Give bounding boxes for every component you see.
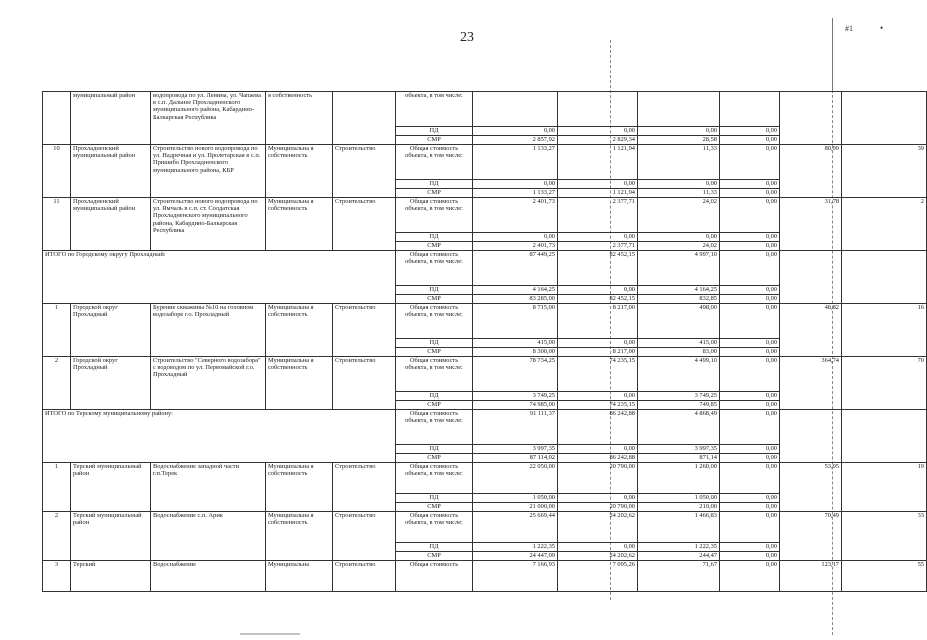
cost-component-label: ПД (396, 339, 473, 348)
value-local-cell (720, 92, 780, 127)
table-row (43, 512, 927, 543)
value-regional-cell: 11,33 (638, 145, 720, 180)
subscribers-cell: 16 (842, 304, 927, 357)
subscribers-cell (842, 92, 927, 145)
value-regional-cell: 4 997,10 (638, 251, 720, 286)
value-local-cell: 0,00 (720, 136, 780, 145)
value-regional-cell: 0,00 (638, 233, 720, 242)
value-regional-cell: 1 466,83 (638, 512, 720, 543)
municipality-cell: Прохладненский муниципальный район (71, 145, 151, 198)
value-regional-cell: 28,58 (638, 136, 720, 145)
value-total-cell: 0,00 (473, 233, 558, 242)
row-number-cell: 11 (43, 198, 71, 251)
table-row (43, 92, 927, 127)
ownership-cell: Муниципальна (266, 561, 333, 592)
value-federal-cell: 8 217,00 (558, 304, 638, 339)
value-total-cell: 0,00 (473, 127, 558, 136)
subscribers-cell: 70 (842, 357, 927, 410)
value-federal-cell: 0,00 (558, 494, 638, 503)
cost-component-label: ПД (396, 445, 473, 454)
value-local-cell: 0,00 (720, 410, 780, 445)
cost-component-label: ПД (396, 543, 473, 552)
work-type-cell: Строительство (333, 304, 396, 357)
value-local-cell: 0,00 (720, 494, 780, 503)
work-type-cell: Строительство (333, 198, 396, 251)
ownership-cell: я собственность (266, 92, 333, 145)
cost-component-label: СМР (396, 242, 473, 251)
value-total-cell (473, 92, 558, 127)
value-total-cell: 8 300,00 (473, 348, 558, 357)
cost-component-label: ПД (396, 180, 473, 189)
value-federal-cell: 0,00 (558, 445, 638, 454)
cost-component-label: СМР (396, 552, 473, 561)
value-regional-cell: 24,02 (638, 242, 720, 251)
cost-label-cell: Общая стоимость объекта, в том числе: (396, 357, 473, 392)
capacity-cell: 70,49 (780, 512, 842, 561)
cost-component-label: ПД (396, 127, 473, 136)
value-regional-cell: 210,00 (638, 503, 720, 512)
subscribers-cell: 2 (842, 198, 927, 251)
capacity-cell: 80,99 (780, 145, 842, 198)
value-federal-cell: 1 121,94 (558, 189, 638, 198)
row-number-cell: 3 (43, 561, 71, 592)
value-federal-cell: 74 235,15 (558, 357, 638, 392)
value-local-cell: 0,00 (720, 180, 780, 189)
cost-component-label: СМР (396, 295, 473, 304)
value-local-cell: 0,00 (720, 339, 780, 348)
municipality-cell: Терский (71, 561, 151, 592)
value-local-cell: 0,00 (720, 233, 780, 242)
value-regional-cell: 0,00 (638, 180, 720, 189)
cost-label-cell: Общая стоимость объекта, в том числе: (396, 145, 473, 180)
table-row (43, 561, 927, 592)
value-total-cell: 3 997,35 (473, 445, 558, 454)
value-local-cell: 0,00 (720, 512, 780, 543)
value-federal-cell: 20 790,00 (558, 463, 638, 494)
value-federal-cell: 0,00 (558, 180, 638, 189)
cost-component-label: ПД (396, 494, 473, 503)
capacity-cell: 31,78 (780, 198, 842, 251)
table-row (43, 198, 927, 233)
cost-label-cell: Общая стоимость объекта, в том числе: (396, 512, 473, 543)
cost-label-cell: Общая стоимость объекта, в том числе: (396, 251, 473, 286)
cost-label-cell: Общая стоимость объекта, в том числе: (396, 198, 473, 233)
object-name-cell: Бурение скважины №10 на головном водозаборе г.о. Прохладный (151, 304, 266, 357)
subscribers-cell: 33 (842, 512, 927, 561)
capacity-cell (780, 410, 842, 463)
subscribers-cell: 19 (842, 463, 927, 512)
cost-component-label: СМР (396, 454, 473, 463)
table-row (43, 304, 927, 339)
capacity-cell (780, 92, 842, 145)
cost-component-label: СМР (396, 136, 473, 145)
district-total-caption: ИТОГО по Городскому округу Прохладный: (43, 251, 396, 304)
ownership-cell: Муниципальна я собственность (266, 512, 333, 561)
row-number-cell: 10 (43, 145, 71, 198)
row-number-cell: 1 (43, 463, 71, 512)
cost-label-cell: Общая стоимость (396, 561, 473, 592)
value-federal-cell: 0,00 (558, 127, 638, 136)
capacity-cell: 48,82 (780, 304, 842, 357)
value-local-cell: 0,00 (720, 463, 780, 494)
value-federal-cell: 2 377,71 (558, 198, 638, 233)
value-regional-cell: 749,85 (638, 401, 720, 410)
value-local-cell: 0,00 (720, 543, 780, 552)
value-local-cell: 0,00 (720, 295, 780, 304)
value-regional-cell: 11,33 (638, 189, 720, 198)
value-total-cell: 25 669,44 (473, 512, 558, 543)
value-regional-cell: 415,00 (638, 339, 720, 348)
value-total-cell: 2 401,73 (473, 242, 558, 251)
value-total-cell: 24 447,09 (473, 552, 558, 561)
work-type-cell: Строительство (333, 463, 396, 512)
value-federal-cell: 0,00 (558, 339, 638, 348)
value-regional-cell: 71,67 (638, 561, 720, 592)
corner-dot: • (880, 23, 884, 33)
value-federal-cell: 24 202,62 (558, 552, 638, 561)
page-number: 23 (460, 30, 474, 45)
value-total-cell: 1 133,27 (473, 145, 558, 180)
value-regional-cell: 83,00 (638, 348, 720, 357)
value-total-cell: 87 449,25 (473, 251, 558, 286)
value-local-cell: 0,00 (720, 552, 780, 561)
row-number-cell: 1 (43, 304, 71, 357)
value-regional-cell (638, 92, 720, 127)
cost-component-label: ПД (396, 392, 473, 401)
value-regional-cell: 498,00 (638, 304, 720, 339)
value-regional-cell: 1 260,00 (638, 463, 720, 494)
work-type-cell: Строительство (333, 357, 396, 410)
cost-component-label: ПД (396, 286, 473, 295)
value-total-cell: 3 749,25 (473, 392, 558, 401)
value-total-cell: 78 734,25 (473, 357, 558, 392)
value-total-cell: 4 164,25 (473, 286, 558, 295)
work-type-cell: Строительство (333, 145, 396, 198)
value-regional-cell: 244,47 (638, 552, 720, 561)
cost-label-cell: объекта, в том числе: (396, 92, 473, 127)
value-regional-cell: 0,00 (638, 127, 720, 136)
cost-label-cell: Общая стоимость объекта, в том числе: (396, 304, 473, 339)
table-row (43, 145, 927, 180)
value-total-cell: 0,00 (473, 180, 558, 189)
value-local-cell: 0,00 (720, 357, 780, 392)
value-federal-cell: 7 095,26 (558, 561, 638, 592)
object-name-cell: Строительство нового водопровода по ул. Ямчаль в с.п. ст. Солдатская Прохладненского муниципального района, Кабардино-Балкарская Республика (151, 198, 266, 251)
municipality-cell: муниципальный район (71, 92, 151, 145)
value-local-cell: 0,00 (720, 198, 780, 233)
work-type-cell (333, 92, 396, 145)
value-regional-cell: 1 050,00 (638, 494, 720, 503)
subscribers-cell (842, 251, 927, 304)
ownership-cell: Муниципальна я собственность (266, 463, 333, 512)
ownership-cell: Муниципальна я собственность (266, 198, 333, 251)
value-federal-cell: 0,00 (558, 392, 638, 401)
value-local-cell: 0,00 (720, 286, 780, 295)
value-federal-cell: 20 790,00 (558, 503, 638, 512)
value-local-cell: 0,00 (720, 127, 780, 136)
value-federal-cell: 2 829,34 (558, 136, 638, 145)
value-regional-cell: 4 499,10 (638, 357, 720, 392)
value-local-cell: 0,00 (720, 251, 780, 286)
value-regional-cell: 24,02 (638, 198, 720, 233)
value-local-cell: 0,00 (720, 503, 780, 512)
capacity-cell: 53,95 (780, 463, 842, 512)
value-federal-cell: 8 217,00 (558, 348, 638, 357)
value-local-cell: 0,00 (720, 145, 780, 180)
cost-component-label: СМР (396, 348, 473, 357)
value-federal-cell: 0,00 (558, 233, 638, 242)
value-federal-cell (558, 92, 638, 127)
capacity-cell (780, 251, 842, 304)
cost-component-label: ПД (396, 233, 473, 242)
municipality-cell: Прохладненский муниципальный район (71, 198, 151, 251)
district-total-caption: ИТОГО по Терскому муниципальному району: (43, 410, 396, 463)
row-number-cell: 2 (43, 512, 71, 561)
value-local-cell: 0,00 (720, 401, 780, 410)
value-local-cell: 0,00 (720, 454, 780, 463)
value-regional-cell: 1 222,35 (638, 543, 720, 552)
value-total-cell: 22 050,00 (473, 463, 558, 494)
table-body (43, 92, 927, 592)
subscribers-cell (842, 410, 927, 463)
ownership-cell: Муниципальна я собственность (266, 357, 333, 410)
municipality-cell: Городской округ Прохладный (71, 304, 151, 357)
object-name-cell: Водоснабжение западной части г.п.Терек (151, 463, 266, 512)
value-regional-cell: 871,14 (638, 454, 720, 463)
row-number-cell (43, 92, 71, 145)
object-name-cell: Строительство нового водопровода по ул. Надречная и ул. Пролетарская в с.п. Пришибо Прохладненского муниципального района, КБР (151, 145, 266, 198)
investment-register-table (42, 91, 927, 592)
value-regional-cell: 3 997,35 (638, 445, 720, 454)
table-row (43, 463, 927, 494)
cost-label-cell: Общая стоимость объекта, в том числе: (396, 463, 473, 494)
value-local-cell: 0,00 (720, 242, 780, 251)
value-regional-cell: 3 749,25 (638, 392, 720, 401)
capacity-cell: 364,74 (780, 357, 842, 410)
ownership-cell: Муниципальна я собственность (266, 145, 333, 198)
value-total-cell: 1 222,35 (473, 543, 558, 552)
value-federal-cell: 82 452,15 (558, 251, 638, 286)
object-name-cell: Водоснабжение с.п. Арик (151, 512, 266, 561)
table-row (43, 357, 927, 392)
value-regional-cell: 4 164,25 (638, 286, 720, 295)
value-federal-cell: 0,00 (558, 286, 638, 295)
value-total-cell: 91 111,37 (473, 410, 558, 445)
cost-component-label: СМР (396, 503, 473, 512)
corner-mark: #1 (845, 24, 853, 33)
cost-component-label: СМР (396, 189, 473, 198)
value-federal-cell: 86 242,88 (558, 454, 638, 463)
municipality-cell: Терский муниципальный район (71, 512, 151, 561)
work-type-cell: Строительство (333, 512, 396, 561)
value-total-cell: 2 401,73 (473, 198, 558, 233)
value-regional-cell: 4 868,49 (638, 410, 720, 445)
value-federal-cell: 82 452,15 (558, 295, 638, 304)
value-federal-cell: 74 235,15 (558, 401, 638, 410)
total-row (43, 410, 927, 445)
row-number-cell: 2 (43, 357, 71, 410)
capacity-cell: 123,17 (780, 561, 842, 592)
value-local-cell: 0,00 (720, 392, 780, 401)
municipality-cell: Терский муниципальный район (71, 463, 151, 512)
ownership-cell: Муниципальна я собственность (266, 304, 333, 357)
subscribers-cell: 55 (842, 561, 927, 592)
object-name-cell: Водоснабжение (151, 561, 266, 592)
value-total-cell: 2 857,92 (473, 136, 558, 145)
value-federal-cell: 86 242,88 (558, 410, 638, 445)
object-name-cell: Строительство "Северного водозабора" с водоводом по ул. Первомайской г.о. Прохладный (151, 357, 266, 410)
value-local-cell: 0,00 (720, 445, 780, 454)
object-name-cell: водопровода по ул. Ленина, ул. Чапаева в с.п. Дальнее Прохладненского муниципального района, Кабардино-Балкарская Республика (151, 92, 266, 145)
value-local-cell: 0,00 (720, 189, 780, 198)
value-total-cell: 74 985,00 (473, 401, 558, 410)
value-federal-cell: 0,00 (558, 543, 638, 552)
value-total-cell: 21 000,00 (473, 503, 558, 512)
value-total-cell: 7 166,93 (473, 561, 558, 592)
value-total-cell: 83 285,00 (473, 295, 558, 304)
value-total-cell: 87 114,02 (473, 454, 558, 463)
right-margin-line (832, 18, 833, 90)
value-local-cell: 0,00 (720, 304, 780, 339)
scan-smudge (240, 633, 300, 635)
cost-label-cell: Общая стоимость объекта, в том числе: (396, 410, 473, 445)
value-federal-cell: 2 377,71 (558, 242, 638, 251)
value-total-cell: 1 133,27 (473, 189, 558, 198)
value-total-cell: 415,00 (473, 339, 558, 348)
work-type-cell: Строительство (333, 561, 396, 592)
total-row (43, 251, 927, 286)
value-federal-cell: 24 202,62 (558, 512, 638, 543)
value-regional-cell: 832,85 (638, 295, 720, 304)
municipality-cell: Городской округ Прохладный (71, 357, 151, 410)
cost-component-label: СМР (396, 401, 473, 410)
subscribers-cell: 39 (842, 145, 927, 198)
value-local-cell: 0,00 (720, 348, 780, 357)
value-total-cell: 8 715,00 (473, 304, 558, 339)
value-local-cell: 0,00 (720, 561, 780, 592)
value-total-cell: 1 050,00 (473, 494, 558, 503)
value-federal-cell: 1 121,94 (558, 145, 638, 180)
